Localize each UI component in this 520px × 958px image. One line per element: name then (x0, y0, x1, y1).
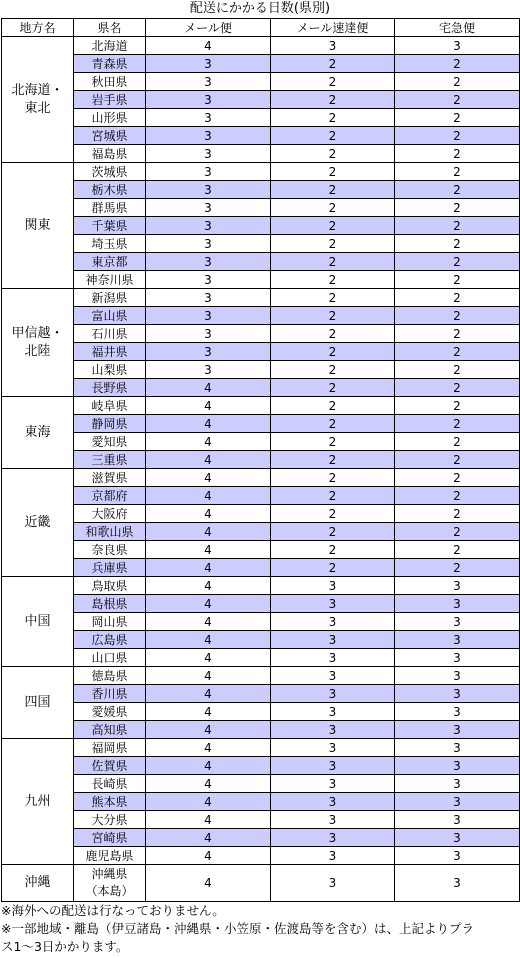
express-days-cell: 2 (271, 253, 395, 271)
takkyubin-days-cell: 3 (395, 667, 520, 685)
mail-days-cell: 3 (146, 73, 271, 91)
shipping-table (1, 18, 520, 902)
prefecture-cell: 鹿児島県 (74, 847, 146, 865)
table-row (2, 307, 520, 325)
mail-days-cell: 3 (146, 325, 271, 343)
table-row (2, 631, 520, 649)
mail-days-cell: 3 (146, 235, 271, 253)
prefecture-cell: 大阪府 (74, 505, 146, 523)
takkyubin-days-cell: 2 (395, 289, 520, 307)
table-row (2, 523, 520, 541)
mail-days-cell: 3 (146, 217, 271, 235)
prefecture-cell: 山形県 (74, 109, 146, 127)
prefecture-cell: 京都府 (74, 487, 146, 505)
prefecture-cell: 秋田県 (74, 73, 146, 91)
prefecture-cell: 高知県 (74, 721, 146, 739)
prefecture-label: （本島） (85, 884, 134, 898)
region-cell (2, 739, 74, 865)
table-row (2, 469, 520, 487)
express-days-cell: 2 (271, 55, 395, 73)
region-label: 東海 (24, 424, 51, 440)
takkyubin-days-cell: 2 (395, 469, 520, 487)
prefecture-cell: 宮城県 (74, 127, 146, 145)
express-days-cell: 2 (271, 145, 395, 163)
mail-days-cell: 4 (146, 811, 271, 829)
takkyubin-days-cell: 3 (395, 811, 520, 829)
table-row (2, 127, 520, 145)
mail-days-cell: 4 (146, 577, 271, 595)
express-days-cell: 3 (271, 685, 395, 703)
prefecture-cell: 和歌山県 (74, 523, 146, 541)
takkyubin-days-cell: 2 (395, 145, 520, 163)
express-days-cell: 3 (271, 667, 395, 685)
express-days-cell: 3 (271, 703, 395, 721)
table-row (2, 757, 520, 775)
region-label: 四国 (24, 694, 51, 710)
prefecture-cell: 岐阜県 (74, 397, 146, 415)
prefecture-cell: 神奈川県 (74, 271, 146, 289)
note-line: ス1～3日かかります。 (1, 939, 129, 954)
takkyubin-days-cell: 2 (395, 397, 520, 415)
mail-days-cell: 4 (146, 505, 271, 523)
region-cell (2, 289, 74, 397)
mail-days-cell: 3 (146, 199, 271, 217)
table-row (2, 595, 520, 613)
takkyubin-days-cell: 2 (395, 487, 520, 505)
prefecture-cell: 茨城県 (74, 163, 146, 181)
express-days-cell: 2 (271, 289, 395, 307)
region-cell (2, 469, 74, 577)
express-days-cell: 2 (271, 379, 395, 397)
mail-days-cell: 4 (146, 415, 271, 433)
table-row (2, 163, 520, 181)
prefecture-cell: 長野県 (74, 379, 146, 397)
prefecture-cell: 石川県 (74, 325, 146, 343)
table-row (2, 739, 520, 757)
table-row (2, 487, 520, 505)
express-days-cell: 2 (271, 127, 395, 145)
mail-days-cell: 4 (146, 523, 271, 541)
prefecture-cell: 福島県 (74, 145, 146, 163)
takkyubin-days-cell: 3 (395, 703, 520, 721)
table-row (2, 397, 520, 415)
table-body (2, 37, 520, 902)
mail-days-cell: 4 (146, 667, 271, 685)
table-row (2, 253, 520, 271)
express-days-cell: 2 (271, 91, 395, 109)
mail-days-cell: 4 (146, 649, 271, 667)
takkyubin-days-cell: 2 (395, 271, 520, 289)
table-row (2, 271, 520, 289)
table-row (2, 577, 520, 595)
table-row (2, 847, 520, 865)
table-row (2, 109, 520, 127)
prefecture-cell: 青森県 (74, 55, 146, 73)
region-label: 北海道・ (11, 82, 64, 98)
takkyubin-days-cell: 2 (395, 541, 520, 559)
header-mail: メール便 (146, 19, 271, 37)
prefecture-cell: 奈良県 (74, 541, 146, 559)
mail-days-cell: 3 (146, 289, 271, 307)
mail-days-cell: 3 (146, 307, 271, 325)
mail-days-cell: 4 (146, 757, 271, 775)
express-days-cell: 2 (271, 343, 395, 361)
express-days-cell: 2 (271, 163, 395, 181)
prefecture-cell: 東京都 (74, 253, 146, 271)
mail-days-cell: 3 (146, 181, 271, 199)
table-row (2, 865, 520, 902)
express-days-cell: 2 (271, 469, 395, 487)
table-row (2, 91, 520, 109)
table-row (2, 433, 520, 451)
express-days-cell: 3 (271, 595, 395, 613)
mail-days-cell: 4 (146, 721, 271, 739)
takkyubin-days-cell: 2 (395, 523, 520, 541)
takkyubin-days-cell: 3 (395, 649, 520, 667)
mail-days-cell: 4 (146, 685, 271, 703)
takkyubin-days-cell: 3 (395, 865, 520, 902)
takkyubin-days-cell: 2 (395, 91, 520, 109)
prefecture-cell: 広島県 (74, 631, 146, 649)
table-row (2, 73, 520, 91)
prefecture-cell: 愛媛県 (74, 703, 146, 721)
table-row (2, 325, 520, 343)
prefecture-cell: 宮崎県 (74, 829, 146, 847)
mail-days-cell: 4 (146, 613, 271, 631)
table-row (2, 667, 520, 685)
takkyubin-days-cell: 2 (395, 307, 520, 325)
express-days-cell: 2 (271, 361, 395, 379)
table-row (2, 415, 520, 433)
mail-days-cell: 4 (146, 37, 271, 55)
header-region: 地方名 (2, 19, 74, 37)
express-days-cell: 2 (271, 307, 395, 325)
table-row (2, 361, 520, 379)
takkyubin-days-cell: 3 (395, 847, 520, 865)
mail-days-cell: 4 (146, 433, 271, 451)
region-label: 九州 (24, 793, 51, 809)
table-row (2, 541, 520, 559)
express-days-cell: 3 (271, 721, 395, 739)
express-days-cell: 2 (271, 541, 395, 559)
express-days-cell: 2 (271, 433, 395, 451)
table-row (2, 811, 520, 829)
takkyubin-days-cell: 3 (395, 631, 520, 649)
takkyubin-days-cell: 2 (395, 559, 520, 577)
takkyubin-days-cell: 2 (395, 163, 520, 181)
express-days-cell: 3 (271, 739, 395, 757)
express-days-cell: 2 (271, 199, 395, 217)
table-row (2, 451, 520, 469)
mail-days-cell: 3 (146, 361, 271, 379)
mail-days-cell: 3 (146, 91, 271, 109)
table-row (2, 703, 520, 721)
express-days-cell: 3 (271, 613, 395, 631)
prefecture-cell: 静岡県 (74, 415, 146, 433)
takkyubin-days-cell: 2 (395, 181, 520, 199)
mail-days-cell: 4 (146, 397, 271, 415)
express-days-cell: 2 (271, 487, 395, 505)
region-cell (2, 397, 74, 469)
page-title: 配送にかかる日数(県別) (189, 1, 331, 16)
table-row (2, 649, 520, 667)
mail-days-cell: 4 (146, 793, 271, 811)
prefecture-cell: 福岡県 (74, 739, 146, 757)
takkyubin-days-cell: 2 (395, 379, 520, 397)
takkyubin-days-cell: 2 (395, 361, 520, 379)
takkyubin-days-cell: 2 (395, 325, 520, 343)
mail-days-cell: 3 (146, 127, 271, 145)
header-takkyubin: 宅急便 (395, 19, 520, 37)
mail-days-cell: 4 (146, 487, 271, 505)
prefecture-cell: 山口県 (74, 649, 146, 667)
region-cell (2, 667, 74, 739)
mail-days-cell: 3 (146, 271, 271, 289)
prefecture-cell: 富山県 (74, 307, 146, 325)
takkyubin-days-cell: 2 (395, 253, 520, 271)
mail-days-cell: 4 (146, 631, 271, 649)
takkyubin-days-cell: 2 (395, 433, 520, 451)
mail-days-cell: 4 (146, 451, 271, 469)
mail-days-cell: 4 (146, 703, 271, 721)
prefecture-cell: 福井県 (74, 343, 146, 361)
table-row (2, 829, 520, 847)
express-days-cell: 2 (271, 523, 395, 541)
prefecture-cell: 岩手県 (74, 91, 146, 109)
table-row (2, 235, 520, 253)
prefecture-cell: 新潟県 (74, 289, 146, 307)
table-row (2, 613, 520, 631)
takkyubin-days-cell: 2 (395, 217, 520, 235)
region-cell (2, 577, 74, 667)
mail-days-cell: 3 (146, 145, 271, 163)
express-days-cell: 2 (271, 397, 395, 415)
express-days-cell: 2 (271, 415, 395, 433)
express-days-cell: 3 (271, 829, 395, 847)
table-row (2, 217, 520, 235)
region-cell (2, 865, 74, 902)
express-days-cell: 3 (271, 847, 395, 865)
region-cell (2, 163, 74, 289)
table-row (2, 199, 520, 217)
prefecture-cell: 長崎県 (74, 775, 146, 793)
mail-days-cell: 3 (146, 55, 271, 73)
prefecture-cell: 大分県 (74, 811, 146, 829)
table-row (2, 505, 520, 523)
express-days-cell: 3 (271, 865, 395, 902)
mail-days-cell: 4 (146, 829, 271, 847)
express-days-cell: 3 (271, 793, 395, 811)
table-row (2, 685, 520, 703)
takkyubin-days-cell: 3 (395, 37, 520, 55)
prefecture-cell: 徳島県 (74, 667, 146, 685)
table-row (2, 181, 520, 199)
takkyubin-days-cell: 2 (395, 127, 520, 145)
header-row (2, 19, 520, 37)
prefecture-cell: 香川県 (74, 685, 146, 703)
table-row (2, 343, 520, 361)
express-days-cell: 3 (271, 649, 395, 667)
region-label: 沖縄 (24, 875, 51, 890)
mail-days-cell: 4 (146, 559, 271, 577)
mail-days-cell: 3 (146, 163, 271, 181)
mail-days-cell: 4 (146, 379, 271, 397)
prefecture-cell (74, 865, 146, 902)
prefecture-cell: 千葉県 (74, 217, 146, 235)
takkyubin-days-cell: 2 (395, 199, 520, 217)
takkyubin-days-cell: 3 (395, 739, 520, 757)
takkyubin-days-cell: 3 (395, 829, 520, 847)
takkyubin-days-cell: 2 (395, 451, 520, 469)
note-line: ※一部地域・離島（伊豆諸島・沖縄県・小笠原・佐渡島等を含む）は、上記よりプラ (1, 921, 474, 936)
prefecture-cell: 群馬県 (74, 199, 146, 217)
mail-days-cell: 4 (146, 469, 271, 487)
takkyubin-days-cell: 2 (395, 415, 520, 433)
table-row (2, 55, 520, 73)
takkyubin-days-cell: 3 (395, 775, 520, 793)
mail-days-cell: 3 (146, 109, 271, 127)
table-row (2, 37, 520, 55)
express-days-cell: 2 (271, 271, 395, 289)
prefecture-cell: 栃木県 (74, 181, 146, 199)
mail-days-cell: 4 (146, 775, 271, 793)
table-row (2, 559, 520, 577)
prefecture-cell: 鳥取県 (74, 577, 146, 595)
prefecture-cell: 滋賀県 (74, 469, 146, 487)
takkyubin-days-cell: 3 (395, 793, 520, 811)
notes (1, 902, 519, 956)
takkyubin-days-cell: 3 (395, 721, 520, 739)
region-label: 中国 (24, 613, 51, 629)
takkyubin-days-cell: 2 (395, 235, 520, 253)
table-row (2, 379, 520, 397)
table-row (2, 775, 520, 793)
region-label: 近畿 (24, 514, 51, 530)
express-days-cell: 2 (271, 505, 395, 523)
prefecture-cell: 島根県 (74, 595, 146, 613)
express-days-cell: 3 (271, 37, 395, 55)
region-cell (2, 37, 74, 163)
mail-days-cell: 4 (146, 865, 271, 902)
mail-days-cell: 3 (146, 343, 271, 361)
region-label: 北陸 (24, 343, 51, 359)
table-row (2, 793, 520, 811)
prefecture-cell: 佐賀県 (74, 757, 146, 775)
table-row (2, 145, 520, 163)
express-days-cell: 3 (271, 775, 395, 793)
prefecture-cell: 埼玉県 (74, 235, 146, 253)
mail-days-cell: 4 (146, 595, 271, 613)
note-line: ※海外への配送は行なっておりません。 (1, 903, 225, 918)
prefecture-cell: 北海道 (74, 37, 146, 55)
region-label: 甲信越・ (11, 325, 64, 341)
express-days-cell: 2 (271, 559, 395, 577)
express-days-cell: 3 (271, 811, 395, 829)
express-days-cell: 3 (271, 631, 395, 649)
region-label: 関東 (24, 217, 51, 233)
prefecture-cell: 岡山県 (74, 613, 146, 631)
prefecture-cell: 熊本県 (74, 793, 146, 811)
table-row (2, 289, 520, 307)
express-days-cell: 2 (271, 217, 395, 235)
express-days-cell: 2 (271, 181, 395, 199)
express-days-cell: 2 (271, 325, 395, 343)
express-days-cell: 2 (271, 451, 395, 469)
mail-days-cell: 3 (146, 253, 271, 271)
table-row (2, 721, 520, 739)
prefecture-cell: 山梨県 (74, 361, 146, 379)
takkyubin-days-cell: 3 (395, 595, 520, 613)
mail-days-cell: 4 (146, 739, 271, 757)
express-days-cell: 3 (271, 757, 395, 775)
takkyubin-days-cell: 2 (395, 73, 520, 91)
prefecture-cell: 三重県 (74, 451, 146, 469)
express-days-cell: 3 (271, 577, 395, 595)
express-days-cell: 2 (271, 235, 395, 253)
takkyubin-days-cell: 3 (395, 757, 520, 775)
prefecture-cell: 愛知県 (74, 433, 146, 451)
mail-days-cell: 4 (146, 541, 271, 559)
takkyubin-days-cell: 3 (395, 577, 520, 595)
express-days-cell: 2 (271, 73, 395, 91)
region-label: 東北 (24, 100, 51, 116)
takkyubin-days-cell: 2 (395, 109, 520, 127)
takkyubin-days-cell: 2 (395, 505, 520, 523)
prefecture-label: 沖縄県 (91, 867, 128, 881)
mail-days-cell: 4 (146, 847, 271, 865)
header-mail-express: メール速達便 (271, 19, 395, 37)
header-prefecture: 県名 (74, 19, 146, 37)
takkyubin-days-cell: 3 (395, 613, 520, 631)
express-days-cell: 2 (271, 109, 395, 127)
takkyubin-days-cell: 2 (395, 343, 520, 361)
takkyubin-days-cell: 2 (395, 55, 520, 73)
prefecture-cell: 兵庫県 (74, 559, 146, 577)
takkyubin-days-cell: 3 (395, 685, 520, 703)
